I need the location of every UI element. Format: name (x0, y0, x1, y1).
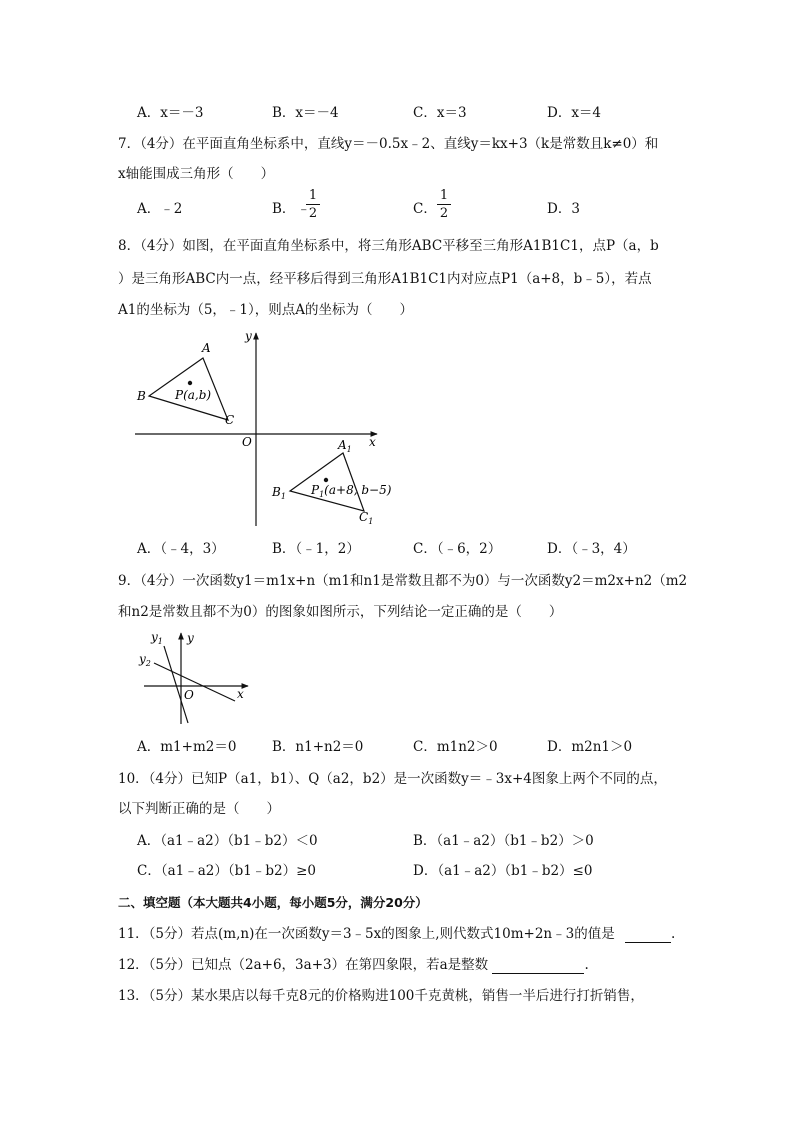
q8-option-b: B．（﹣1，2） (272, 541, 360, 557)
x-axis-label: x (369, 435, 376, 449)
line-y2-label (138, 652, 151, 668)
point-p (188, 381, 192, 385)
vertex-c-label: C (225, 413, 235, 427)
q10-option-a: A．（a1﹣a2）（b1﹣b2）＜0 (137, 833, 318, 849)
q10-stem-line1: 10．（4分）已知P（a1，b1）、Q（a2，b2）是一次函数y＝﹣3x+4图象上两个不同的点， (118, 771, 667, 787)
q8-option-a: A．（﹣4，3） (137, 541, 225, 557)
origin-label: O (184, 688, 194, 702)
vertex-a1-subscript: 1 (346, 445, 352, 454)
q11-answer-blank[interactable] (625, 928, 671, 943)
q9-stem-line2: 和n2是常数且都不为0）的图象如图所示，下列结论一定正确的是（ ） (118, 604, 563, 620)
q11-period: . (671, 926, 676, 942)
vertex-b1-label (271, 485, 286, 501)
q7-option-b-label: B． (272, 201, 296, 217)
line-y1-letter: y (151, 630, 158, 644)
q6-option-a: A．x＝－3 (137, 105, 204, 121)
line-y1 (164, 646, 188, 723)
q7-option-d: D．3 (547, 201, 580, 217)
q9-stem-line1: 9．（4分）一次函数y1＝m1x+n（m1和n1是常数且都不为0）与一次函数y2＝m2x+n2（m2 (118, 573, 688, 589)
vertex-c1-subscript: 1 (368, 517, 374, 526)
q13-stem-line1: 13．（5分）某水果店以每千克8元的价格购进100千克黄桃，销售一半后进行打折销售， (118, 988, 644, 1004)
point-p1-label (310, 483, 392, 499)
fraction-numerator: 1 (308, 188, 318, 203)
fraction-bar (306, 204, 320, 205)
q12-text: 12．（5分）已知点（2a+6，3a+3）在第四象限，若a是整数 (118, 957, 489, 973)
line-y2 (154, 663, 235, 701)
fraction-denominator: 2 (439, 206, 449, 221)
vertex-a1-letter: A (338, 438, 347, 452)
q7-option-b-fraction (306, 188, 320, 221)
x-axis-label: x (237, 687, 244, 701)
vertex-a1-label (337, 438, 352, 454)
y-axis-label: y (187, 631, 194, 645)
vertex-a-label: A (202, 341, 211, 355)
q9-option-b: B．n1+n2＝0 (272, 739, 364, 755)
point-p1-letter: P (311, 483, 320, 497)
vertex-b1-letter: B (272, 485, 281, 499)
point-p1 (324, 478, 328, 482)
line-y2-subscript: 2 (145, 659, 151, 668)
q8-stem-line2: ）是三角形ABC内一点，经平移后得到三角形A1B1C1内对应点P1（a+8，b﹣5），若点 (118, 271, 652, 287)
q6-option-c: C．x＝3 (413, 105, 467, 121)
vertex-c1-label (359, 510, 373, 526)
q7-option-c-fraction (437, 188, 451, 221)
fraction-bar (437, 204, 451, 205)
q7-option-c-label: C． (413, 201, 437, 217)
vertex-c1-letter: C (359, 510, 369, 524)
q6-option-d: D．x＝4 (547, 105, 602, 121)
q11-text: 11．（5分）若点(m,n)在一次函数y＝3﹣5x的图象上,则代数式10m+2n﹣3的值是 (118, 926, 615, 942)
q8-option-d: D．（﹣3，4） (547, 541, 636, 557)
q9-option-a: A．m1+m2＝0 (137, 739, 237, 755)
line-y2-letter: y (139, 652, 146, 666)
fraction-denominator: 2 (308, 206, 318, 221)
q10-option-d: D．（a1﹣a2）（b1﹣b2）≤0 (413, 863, 593, 879)
triangle-a1b1c1 (290, 453, 364, 511)
q9-option-d: D．m2n1＞0 (547, 739, 633, 755)
point-p1-subscript: 1 (319, 490, 325, 499)
section-2-header: 二、填空题（本大题共4小题，每小题5分，满分20分） (118, 895, 428, 910)
line-y1-subscript: 1 (157, 637, 163, 646)
q10-option-c: C．（a1﹣a2）（b1﹣b2）≥0 (137, 863, 316, 879)
q8-stem-line3: A1的坐标为（5，﹣1），则点A的坐标为（ ） (118, 302, 414, 318)
q12-period: . (584, 957, 589, 973)
q10-stem-line2: 以下判断正确的是（ ） (118, 801, 280, 817)
q8-translation-figure (135, 325, 395, 530)
q12-answer-blank[interactable] (492, 959, 584, 974)
fraction-numerator: 1 (439, 188, 449, 203)
q8-option-c: C．（﹣6，2） (413, 541, 502, 557)
origin-label: O (242, 435, 252, 449)
point-p-label: P(a,b) (175, 388, 212, 402)
q10-option-b: B．（a1﹣a2）（b1﹣b2）＞0 (413, 833, 594, 849)
q9-option-c: C．m1n2＞0 (413, 739, 498, 755)
q6-option-b: B．x＝－4 (272, 105, 339, 121)
q11-stem (118, 925, 675, 943)
q7-stem-line1: 7．（4分）在平面直角坐标系中，直线y＝－0.5x﹣2、直线y＝kx+3（k是常数且k≠0）和 (118, 136, 659, 152)
vertex-b-label: B (137, 389, 146, 403)
q9-graph-figure (136, 628, 256, 728)
q7-stem-line2: x轴能围成三角形（ ） (118, 166, 275, 182)
vertex-b1-subscript: 1 (280, 492, 286, 501)
line-y1-label (150, 630, 163, 646)
q12-stem (118, 956, 589, 974)
q7-option-a: A．﹣2 (137, 201, 183, 217)
y-axis-label: y (245, 329, 252, 343)
q7-option-b-sign: ﹣ (297, 201, 311, 217)
point-p1-coordinates: (a+8, b−5) (324, 483, 392, 497)
q8-stem-line1: 8．（4分）如图，在平面直角坐标系中，将三角形ABC平移至三角形A1B1C1，点P（a，b (118, 238, 659, 254)
